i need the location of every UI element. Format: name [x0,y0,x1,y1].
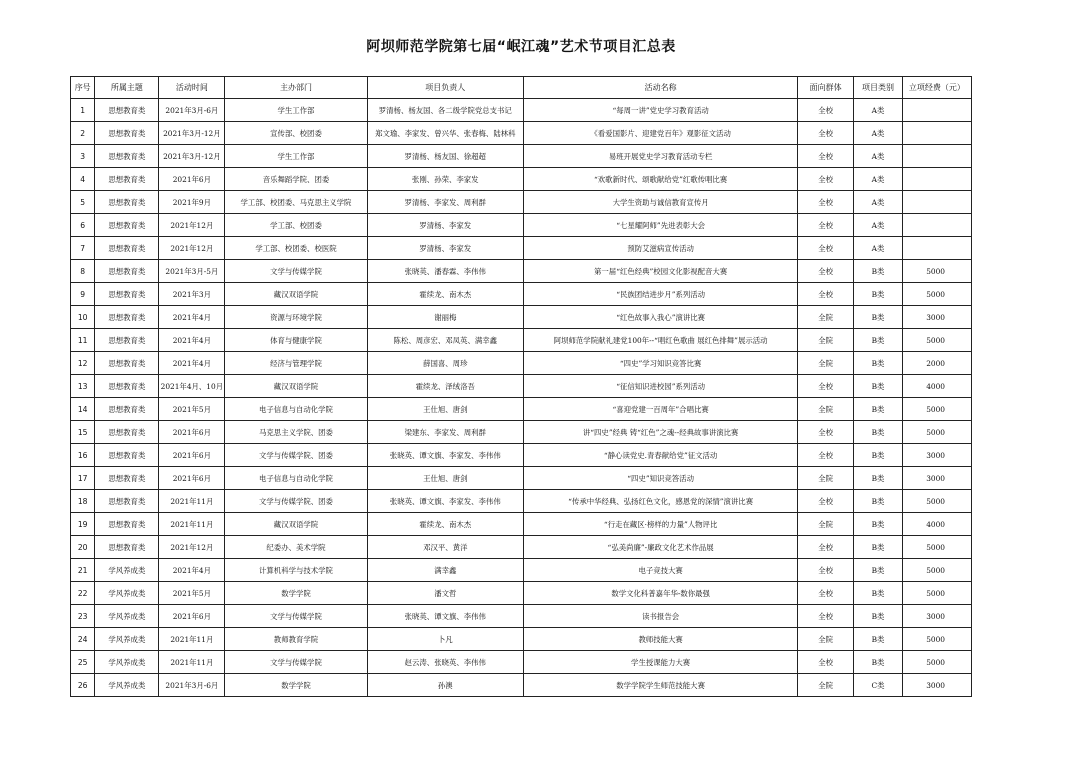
table-row [71,168,972,191]
cell-no: 5 [71,191,95,214]
cell-department: 音乐舞蹈学院、团委 [225,168,367,191]
cell-department: 藏汉双语学院 [225,283,367,306]
cell-funding: 3000 [902,306,971,329]
cell-funding: 3000 [902,674,971,697]
cell-audience: 全校 [798,168,854,191]
cell-activity-name: 学生授课能力大赛 [524,651,798,674]
table-row [71,260,972,283]
cell-no: 1 [71,99,95,122]
header-category: 项目类别 [854,77,903,99]
cell-activity-name: “欢歌新时代、颂歌献给党”红歌传唱比赛 [524,168,798,191]
cell-leader: 罗清杨、李家发、周利群 [367,191,523,214]
cell-audience: 全校 [798,99,854,122]
cell-theme: 思想教育类 [95,513,159,536]
cell-department: 文学与传媒学院 [225,605,367,628]
cell-leader: 霍续龙、南木杰 [367,283,523,306]
cell-no: 20 [71,536,95,559]
cell-leader: 张刚、孙荣、李家发 [367,168,523,191]
cell-department: 教师教育学院 [225,628,367,651]
cell-audience: 全校 [798,214,854,237]
cell-time: 2021年4月 [159,352,225,375]
cell-leader: 张晓英、谭文旗、李伟伟 [367,605,523,628]
cell-category: B类 [854,582,903,605]
cell-time: 2021年3月-6月 [159,674,225,697]
cell-activity-name: “征信知识进校园”系列活动 [524,375,798,398]
cell-theme: 思想教育类 [95,352,159,375]
cell-theme: 思想教育类 [95,260,159,283]
cell-theme: 思想教育类 [95,490,159,513]
cell-funding: 5000 [902,536,971,559]
cell-no: 16 [71,444,95,467]
table-row [71,490,972,513]
cell-activity-name: 易班开展党史学习教育活动专栏 [524,145,798,168]
cell-activity-name: “喜迎党建一百周年”合唱比赛 [524,398,798,421]
cell-category: B类 [854,260,903,283]
cell-time: 2021年11月 [159,628,225,651]
cell-leader: 张晓英、潘春霖、李伟伟 [367,260,523,283]
table-row [71,283,972,306]
table-row [71,651,972,674]
cell-funding: 4000 [902,375,971,398]
header-department: 主办部门 [225,77,367,99]
cell-category: B类 [854,375,903,398]
cell-no: 24 [71,628,95,651]
header-leader: 项目负责人 [367,77,523,99]
cell-leader: 邓汉平、黄洋 [367,536,523,559]
cell-time: 2021年3月-12月 [159,145,225,168]
cell-leader: 梁建东、李家发、周利群 [367,421,523,444]
cell-theme: 学风养成类 [95,674,159,697]
table-row [71,628,972,651]
cell-funding [902,191,971,214]
cell-audience: 全院 [798,306,854,329]
cell-time: 2021年3月-5月 [159,260,225,283]
cell-theme: 思想教育类 [95,122,159,145]
cell-time: 2021年3月 [159,283,225,306]
cell-theme: 学风养成类 [95,605,159,628]
cell-time: 2021年3月-12月 [159,122,225,145]
cell-no: 19 [71,513,95,536]
cell-leader: 罗清杨、李家发 [367,214,523,237]
header-row [71,77,972,99]
cell-category: A类 [854,191,903,214]
cell-leader: 潘文哲 [367,582,523,605]
cell-department: 藏汉双语学院 [225,375,367,398]
cell-activity-name: “四史”知识竞答活动 [524,467,798,490]
cell-category: A类 [854,237,903,260]
cell-theme: 思想教育类 [95,145,159,168]
cell-activity-name: “行走在藏区·榜样的力量”人物评比 [524,513,798,536]
cell-leader: 赵云涛、张晓英、李伟伟 [367,651,523,674]
cell-leader: 罗清杨、杨友国、徐超超 [367,145,523,168]
cell-department: 经济与管理学院 [225,352,367,375]
cell-activity-name: 《看爱国影片、迎建党百年》观影征文活动 [524,122,798,145]
cell-category: B类 [854,329,903,352]
cell-funding: 5000 [902,283,971,306]
cell-time: 2021年6月 [159,444,225,467]
header-funding: 立项经费（元） [902,77,971,99]
cell-leader: 孙澳 [367,674,523,697]
cell-time: 2021年6月 [159,605,225,628]
cell-no: 14 [71,398,95,421]
cell-audience: 全校 [798,260,854,283]
cell-funding: 5000 [902,490,971,513]
cell-category: B类 [854,490,903,513]
cell-activity-name: “静心读党史.青春献给党”征文活动 [524,444,798,467]
cell-department: 数学学院 [225,582,367,605]
cell-activity-name: 阿坝师范学院献礼建党100年--“唱红色歌曲 展红色排舞”展示活动 [524,329,798,352]
cell-category: B类 [854,628,903,651]
cell-funding [902,122,971,145]
cell-leader: 张晓英、谭文旗、李家发、李伟伟 [367,444,523,467]
cell-department: 宣传部、校团委 [225,122,367,145]
cell-audience: 全院 [798,398,854,421]
cell-activity-name: 大学生资助与诚信教育宣传月 [524,191,798,214]
cell-category: C类 [854,674,903,697]
cell-category: A类 [854,168,903,191]
cell-funding: 5000 [902,582,971,605]
cell-leader: 薛国喜、周珍 [367,352,523,375]
cell-audience: 全院 [798,674,854,697]
cell-no: 10 [71,306,95,329]
cell-funding: 5000 [902,260,971,283]
table-row [71,582,972,605]
header-time: 活动时间 [159,77,225,99]
cell-audience: 全校 [798,582,854,605]
cell-category: A类 [854,99,903,122]
cell-theme: 学风养成类 [95,651,159,674]
cell-department: 马克思主义学院、团委 [225,421,367,444]
cell-no: 2 [71,122,95,145]
cell-funding [902,168,971,191]
cell-audience: 全校 [798,283,854,306]
cell-activity-name: 读书报告会 [524,605,798,628]
cell-audience: 全校 [798,490,854,513]
cell-funding: 5000 [902,651,971,674]
cell-activity-name: “七星耀阿师”先进表彰大会 [524,214,798,237]
cell-time: 2021年4月 [159,306,225,329]
cell-department: 纪委办、美术学院 [225,536,367,559]
cell-audience: 全院 [798,329,854,352]
cell-audience: 全校 [798,605,854,628]
cell-audience: 全校 [798,191,854,214]
cell-activity-name: “民族团结进步月”系列活动 [524,283,798,306]
cell-no: 13 [71,375,95,398]
cell-audience: 全校 [798,651,854,674]
cell-no: 17 [71,467,95,490]
header-activity-name: 活动名称 [524,77,798,99]
cell-funding: 5000 [902,398,971,421]
cell-no: 7 [71,237,95,260]
table-row [71,99,972,122]
cell-leader: 霍续龙、南木杰 [367,513,523,536]
cell-department: 学工部、校团委 [225,214,367,237]
cell-no: 18 [71,490,95,513]
cell-category: A类 [854,214,903,237]
cell-no: 25 [71,651,95,674]
cell-category: B类 [854,352,903,375]
cell-no: 6 [71,214,95,237]
table-row [71,329,972,352]
cell-theme: 思想教育类 [95,191,159,214]
cell-category: B类 [854,306,903,329]
cell-no: 21 [71,559,95,582]
cell-leader: 卜凡 [367,628,523,651]
cell-theme: 学风养成类 [95,582,159,605]
cell-audience: 全校 [798,145,854,168]
header-theme: 所属主题 [95,77,159,99]
cell-theme: 思想教育类 [95,536,159,559]
cell-time: 2021年4月 [159,559,225,582]
cell-activity-name: 预防艾滋病宣传活动 [524,237,798,260]
cell-time: 2021年11月 [159,490,225,513]
cell-department: 文学与传媒学院、团委 [225,444,367,467]
cell-funding: 3000 [902,444,971,467]
cell-audience: 全校 [798,536,854,559]
cell-time: 2021年6月 [159,421,225,444]
cell-category: B类 [854,536,903,559]
cell-theme: 思想教育类 [95,237,159,260]
cell-funding [902,214,971,237]
cell-time: 2021年4月、10月 [159,375,225,398]
cell-time: 2021年5月 [159,582,225,605]
cell-no: 8 [71,260,95,283]
header-audience: 面向群体 [798,77,854,99]
cell-department: 文学与传媒学院 [225,260,367,283]
table-row [71,122,972,145]
cell-category: B类 [854,421,903,444]
cell-time: 2021年5月 [159,398,225,421]
document-title: 阿坝师范学院第七届“岷江魂”艺术节项目汇总表 [366,39,676,55]
cell-category: B类 [854,398,903,421]
cell-department: 文学与传媒学院、团委 [225,490,367,513]
table-row [71,559,972,582]
cell-department: 学工部、校团委、马克思主义学院 [225,191,367,214]
table-row [71,214,972,237]
cell-no: 15 [71,421,95,444]
project-summary-table [70,76,972,697]
cell-audience: 全院 [798,513,854,536]
cell-theme: 思想教育类 [95,375,159,398]
cell-no: 3 [71,145,95,168]
table-row [71,467,972,490]
cell-activity-name: “弘美尚廉”-廉政文化艺术作品展 [524,536,798,559]
cell-funding: 3000 [902,467,971,490]
cell-theme: 学风养成类 [95,628,159,651]
cell-no: 22 [71,582,95,605]
cell-department: 电子信息与自动化学院 [225,398,367,421]
cell-department: 体育与健康学院 [225,329,367,352]
cell-leader: 郑文瑜、李家发、曾兴华、张春梅、陆林科 [367,122,523,145]
cell-time: 2021年12月 [159,214,225,237]
cell-theme: 思想教育类 [95,398,159,421]
cell-no: 12 [71,352,95,375]
cell-funding: 2000 [902,352,971,375]
cell-time: 2021年4月 [159,329,225,352]
cell-no: 9 [71,283,95,306]
table-row [71,375,972,398]
cell-audience: 全院 [798,628,854,651]
cell-theme: 思想教育类 [95,467,159,490]
cell-theme: 思想教育类 [95,283,159,306]
table-row [71,536,972,559]
cell-department: 文学与传媒学院 [225,651,367,674]
cell-funding: 3000 [902,605,971,628]
cell-leader: 满幸鑫 [367,559,523,582]
cell-time: 2021年12月 [159,536,225,559]
cell-funding [902,99,971,122]
cell-theme: 学风养成类 [95,559,159,582]
table-row [71,145,972,168]
cell-no: 4 [71,168,95,191]
cell-audience: 全校 [798,237,854,260]
cell-activity-name: “传承中华经典、弘扬红色文化，感恩党的深情”演讲比赛 [524,490,798,513]
cell-category: B类 [854,283,903,306]
table-row [71,444,972,467]
cell-audience: 全校 [798,444,854,467]
header-no: 序号 [71,77,95,99]
cell-category: B类 [854,444,903,467]
cell-leader: 霍续龙、泽绒洛吾 [367,375,523,398]
cell-department: 资源与环境学院 [225,306,367,329]
cell-time: 2021年11月 [159,513,225,536]
cell-leader: 王仕旭、唐剑 [367,398,523,421]
cell-department: 计算机科学与技术学院 [225,559,367,582]
cell-leader: 谢丽梅 [367,306,523,329]
cell-funding [902,237,971,260]
cell-audience: 全校 [798,122,854,145]
cell-category: B类 [854,605,903,628]
cell-time: 2021年3月-6月 [159,99,225,122]
table-row [71,421,972,444]
cell-category: B类 [854,467,903,490]
cell-funding: 5000 [902,628,971,651]
cell-leader: 张晓英、谭文旗、李家发、李伟伟 [367,490,523,513]
cell-time: 2021年9月 [159,191,225,214]
cell-audience: 全院 [798,467,854,490]
cell-leader: 罗清杨、李家发 [367,237,523,260]
table-row [71,513,972,536]
cell-audience: 全院 [798,352,854,375]
cell-activity-name: 数学文化科普嘉年华-数你最强 [524,582,798,605]
cell-no: 26 [71,674,95,697]
cell-funding: 4000 [902,513,971,536]
table-row [71,605,972,628]
cell-category: A类 [854,145,903,168]
cell-funding: 5000 [902,421,971,444]
cell-time: 2021年12月 [159,237,225,260]
cell-leader: 罗清杨、杨友国、各二级学院党总支书记 [367,99,523,122]
cell-no: 11 [71,329,95,352]
table-row [71,237,972,260]
cell-theme: 思想教育类 [95,421,159,444]
table-row [71,191,972,214]
cell-activity-name: “每周一讲”党史学习教育活动 [524,99,798,122]
cell-category: B类 [854,513,903,536]
cell-audience: 全校 [798,375,854,398]
cell-funding: 5000 [902,559,971,582]
cell-leader: 王仕旭、唐剑 [367,467,523,490]
cell-theme: 思想教育类 [95,306,159,329]
cell-theme: 思想教育类 [95,329,159,352]
cell-activity-name: “四史”学习知识竞答比赛 [524,352,798,375]
cell-department: 藏汉双语学院 [225,513,367,536]
cell-activity-name: 数学学院学生师范技能大赛 [524,674,798,697]
cell-no: 23 [71,605,95,628]
cell-leader: 陈松、周彦宏、邓凤英、满幸鑫 [367,329,523,352]
cell-time: 2021年6月 [159,168,225,191]
cell-theme: 思想教育类 [95,214,159,237]
cell-activity-name: 教师技能大赛 [524,628,798,651]
cell-category: B类 [854,651,903,674]
cell-activity-name: 电子竞技大赛 [524,559,798,582]
cell-department: 学工部、校团委、校医院 [225,237,367,260]
cell-time: 2021年6月 [159,467,225,490]
cell-time: 2021年11月 [159,651,225,674]
table-row [71,674,972,697]
cell-category: A类 [854,122,903,145]
cell-activity-name: 第一届“红色经典”校园文化影视配音大赛 [524,260,798,283]
cell-department: 学生工作部 [225,99,367,122]
cell-activity-name: “红色故事入我心”演讲比赛 [524,306,798,329]
cell-theme: 思想教育类 [95,444,159,467]
table-row [71,306,972,329]
cell-department: 数学学院 [225,674,367,697]
cell-department: 电子信息与自动化学院 [225,467,367,490]
cell-department: 学生工作部 [225,145,367,168]
cell-funding: 5000 [902,329,971,352]
cell-theme: 思想教育类 [95,99,159,122]
table-body [71,99,972,697]
cell-audience: 全校 [798,559,854,582]
cell-activity-name: 讲“四史”经典 铸“红色”之魂--经典故事讲演比赛 [524,421,798,444]
cell-funding [902,145,971,168]
table-row [71,398,972,421]
cell-category: B类 [854,559,903,582]
table-row [71,352,972,375]
cell-audience: 全校 [798,421,854,444]
cell-theme: 思想教育类 [95,168,159,191]
